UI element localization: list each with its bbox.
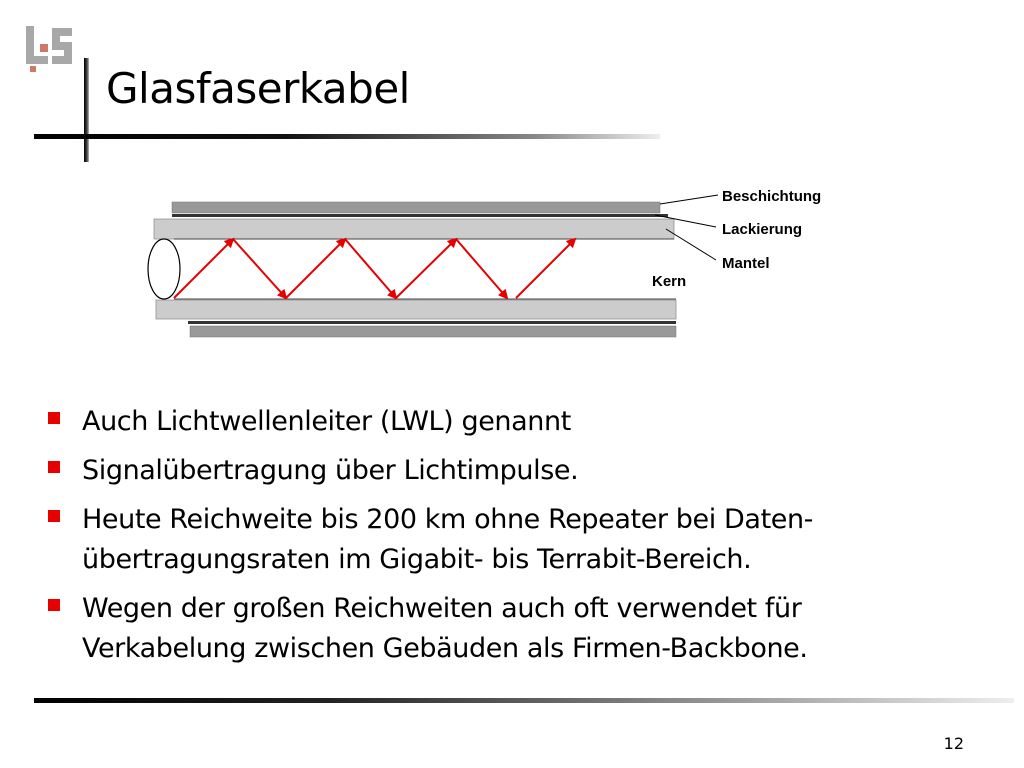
lacquer-layer-bottom: [188, 321, 676, 324]
bullet-text: Auch Lichtwellenleiter (LWL) genannt: [82, 406, 571, 437]
title-horizontal-rule: [34, 134, 660, 139]
bullet-text: Heute Reichweite bis 200 km ohne Repeater bei Daten-übertragungsraten im Gigabit- bis Terrabit-Bereich.: [82, 504, 814, 575]
light-ray-segment: [174, 239, 233, 298]
light-ray-segment: [233, 239, 286, 298]
bullet-item: [46, 589, 966, 669]
bullet-item: [46, 500, 966, 580]
light-rays: [174, 239, 575, 298]
ls-logo-icon: [22, 22, 80, 74]
bullet-list: [46, 402, 966, 678]
bullet-item: [46, 402, 966, 442]
label-coating: Beschichtung: [722, 188, 822, 205]
bullet-marker-icon: [48, 412, 60, 424]
fiber-cable-diagram: [130, 175, 890, 355]
coating-layer-top: [172, 202, 660, 213]
bullet-marker-icon: [48, 599, 60, 611]
leader-line-cladding: [666, 229, 716, 260]
light-ray-segment: [345, 239, 396, 298]
footer-horizontal-rule: [34, 698, 1014, 703]
slide-title: Glasfaserkabel: [106, 64, 410, 113]
fiber-end-ellipse: [148, 239, 180, 299]
page-number: 12: [943, 734, 964, 753]
light-ray-segment: [286, 239, 345, 298]
bullet-item: [46, 451, 966, 491]
light-ray-segment: [396, 239, 456, 298]
light-ray-segment: [516, 239, 575, 298]
coating-layer-bottom: [190, 326, 676, 337]
cladding-layer-bottom: [156, 300, 676, 319]
bullet-marker-icon: [48, 510, 60, 522]
lacquer-layer-top: [172, 214, 668, 217]
bullet-marker-icon: [48, 461, 60, 473]
label-core: Kern: [652, 273, 687, 290]
label-lacquer: Lackierung: [722, 221, 803, 238]
label-cladding: Mantel: [722, 255, 770, 272]
bullet-text: Signalübertragung über Lichtimpulse.: [82, 455, 579, 486]
bullet-text: Wegen der großen Reichweiten auch oft verwendet für Verkabelung zwischen Gebäuden als Firmen-Backbone.: [82, 593, 808, 664]
leader-line-coating: [660, 195, 718, 204]
light-ray-segment: [456, 239, 507, 298]
cladding-layer-top: [154, 219, 674, 239]
title-vertical-rule: [84, 58, 89, 162]
